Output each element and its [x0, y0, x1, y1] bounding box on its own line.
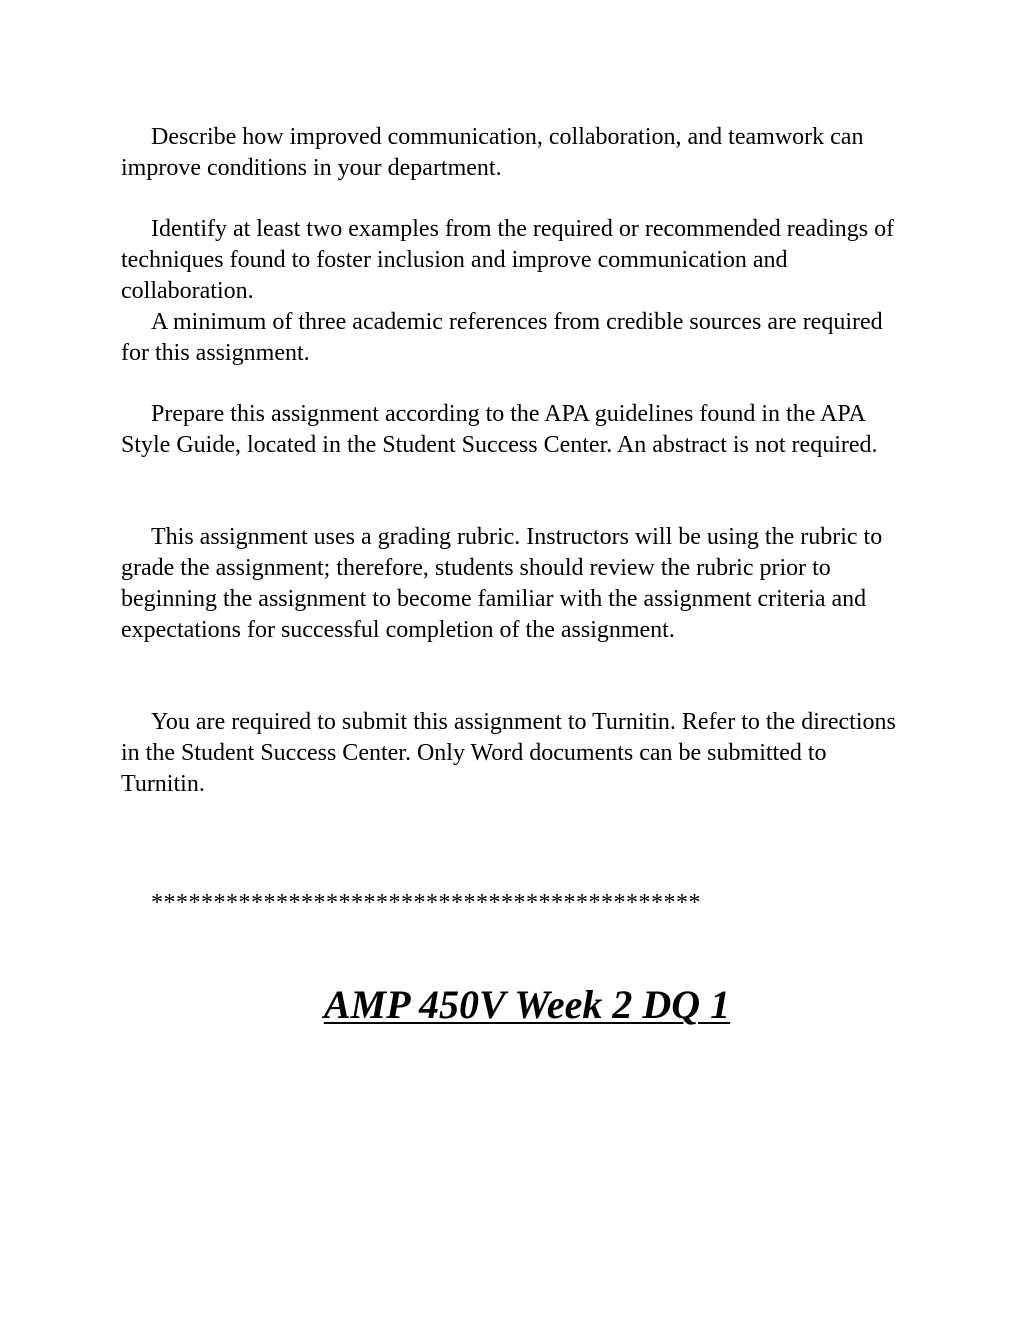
asterisk-separator: ******************************************** — [151, 890, 701, 916]
paragraph-identify: Identify at least two examples from the required or recommended readings of techniques found to foster inclusion and improve communication and collaboration. — [121, 216, 895, 304]
paragraph-rubric: This assignment uses a grading rubric. Instructors will be using the rubric to grade the assignment; therefore, students should review the rubric prior to beginning the assignment to become familiar with the assignment criteria and expectations for successful completion of the assignment. — [121, 524, 883, 643]
section-heading: AMP 450V Week 2 DQ 1 — [323, 982, 731, 1027]
paragraph-describe: Describe how improved communication, collaboration, and teamwork can improve conditions in your department. — [121, 124, 864, 181]
paragraph-references: A minimum of three academic references from credible sources are required for this assignment. — [121, 309, 883, 366]
paragraph-apa: Prepare this assignment according to the APA guidelines found in the APA Style Guide, located in the Student Success Center. An abstract is not required. — [121, 401, 878, 458]
paragraph-turnitin: You are required to submit this assignment to Turnitin. Refer to the directions in the Student Success Center. Only Word documents can be submitted to Turnitin. — [121, 709, 896, 797]
